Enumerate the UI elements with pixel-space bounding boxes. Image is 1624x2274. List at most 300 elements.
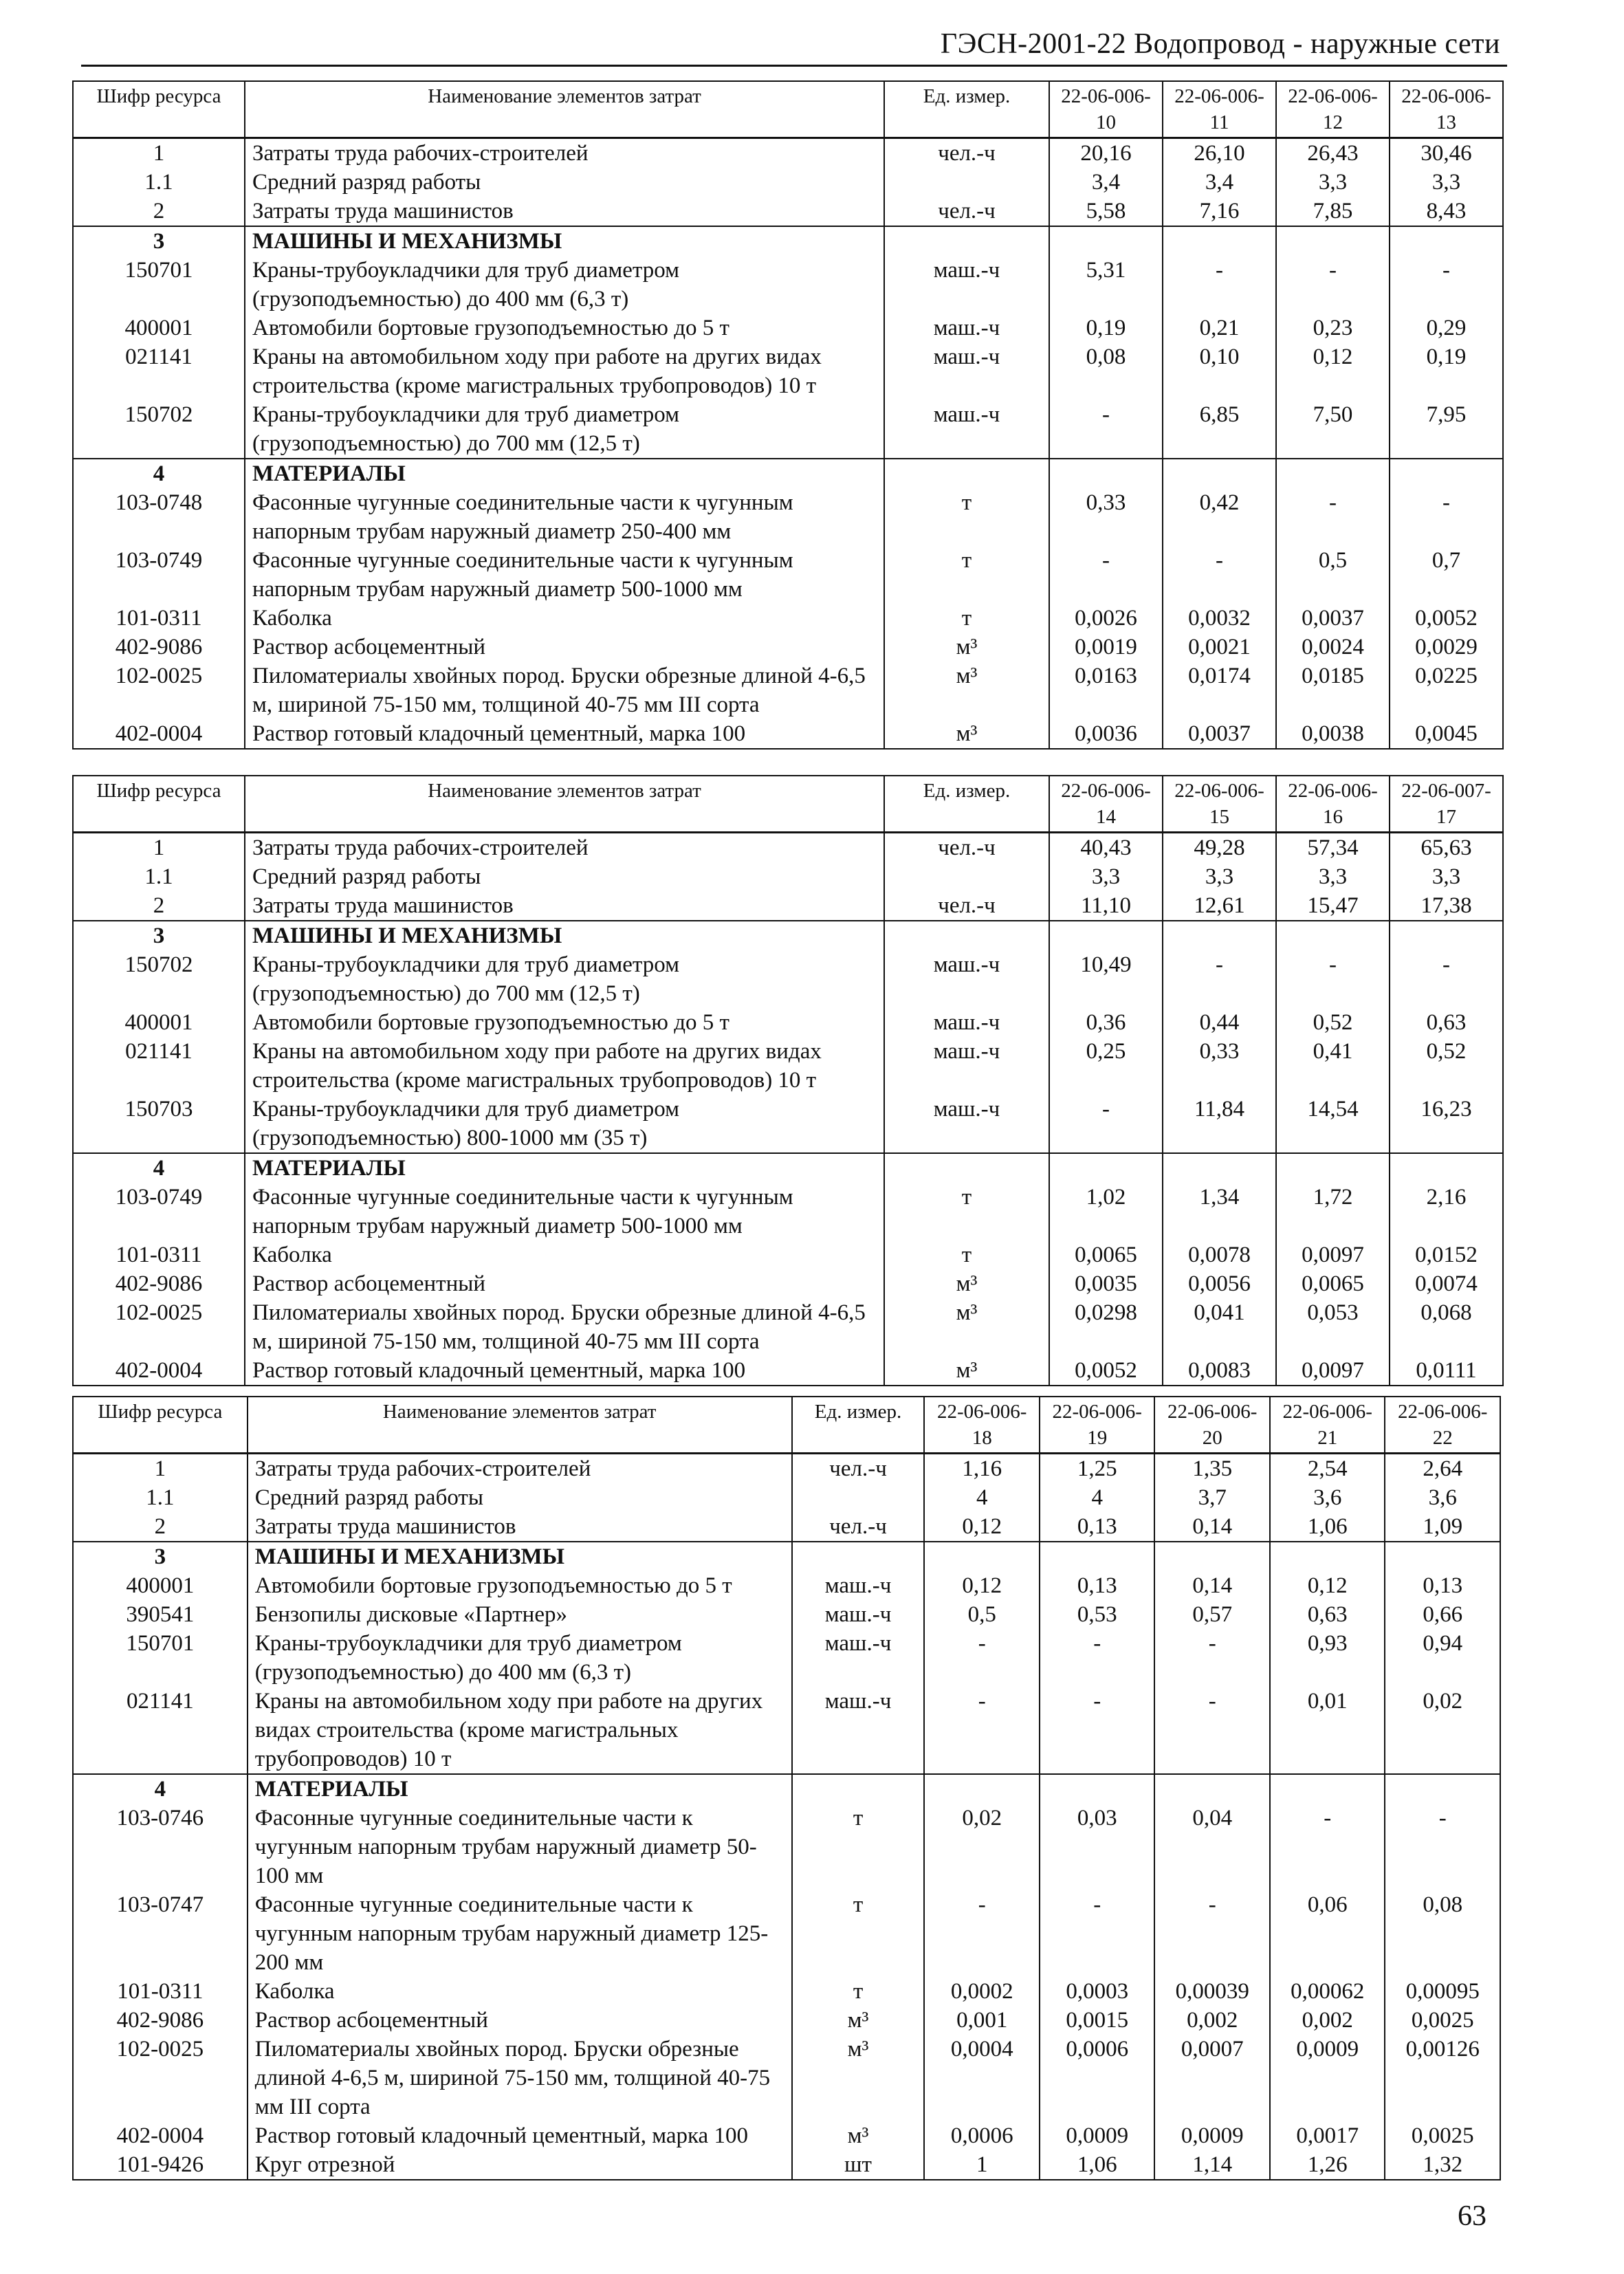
norm-value: 0,00095 — [1385, 1977, 1500, 2006]
norm-value: 26,43 — [1276, 138, 1390, 168]
resource-unit: маш.-ч — [884, 950, 1049, 1008]
table-row — [73, 546, 1503, 604]
resource-name: Средний разряд работы — [248, 1483, 792, 1512]
norm-value: 1,34 — [1163, 1183, 1276, 1240]
norm-value: 10,49 — [1049, 950, 1163, 1008]
section-row — [73, 921, 1503, 950]
table-row — [73, 488, 1503, 546]
norm-value: 0,93 — [1270, 1629, 1385, 1687]
resource-unit — [884, 459, 1049, 488]
resource-unit: маш.-ч — [884, 1037, 1049, 1095]
resource-name: Затраты труда машинистов — [245, 891, 884, 921]
header-norm-code: 22-06-006-16 — [1276, 776, 1390, 833]
table-row — [73, 719, 1503, 749]
resource-code: 103-0749 — [73, 546, 245, 604]
norm-value: - — [1276, 256, 1390, 314]
resource-name: Каболка — [245, 1240, 884, 1269]
resource-unit: т — [792, 1977, 925, 2006]
resource-code: 1 — [73, 138, 245, 168]
norm-value — [1390, 1153, 1503, 1183]
resource-code: 4 — [73, 459, 245, 488]
norm-value — [1276, 1153, 1390, 1183]
norm-value: 0,0004 — [924, 2035, 1040, 2121]
resource-name: Круг отрезной — [248, 2150, 792, 2180]
norm-value: 0,053 — [1276, 1298, 1390, 1356]
resource-code: 402-9086 — [73, 633, 245, 662]
header-norm-code: 22-06-007-17 — [1390, 776, 1503, 833]
resource-code: 1 — [73, 1454, 248, 1484]
resource-name: Бензопилы дисковые «Партнер» — [248, 1600, 792, 1629]
norm-value: 30,46 — [1390, 138, 1503, 168]
norm-value: - — [924, 1629, 1040, 1687]
norm-value: - — [1154, 1629, 1270, 1687]
norm-value — [1385, 1542, 1500, 1571]
norm-value: 0,7 — [1390, 546, 1503, 604]
norm-value: - — [1276, 950, 1390, 1008]
norm-value: 0,0065 — [1049, 1240, 1163, 1269]
resource-name: Фасонные чугунные соединительные части к чугунным напорным трубам наружный диаметр 50-100 мм — [248, 1804, 792, 1890]
norm-value: 1,06 — [1270, 1512, 1385, 1542]
norm-value — [1276, 921, 1390, 950]
norm-value: 7,95 — [1390, 400, 1503, 459]
norm-value: 0,12 — [924, 1512, 1040, 1542]
norm-value: - — [1154, 1687, 1270, 1774]
norm-value: 0,36 — [1049, 1008, 1163, 1037]
resource-unit — [884, 921, 1049, 950]
table-row — [73, 604, 1503, 633]
norm-value: 6,85 — [1163, 400, 1276, 459]
norm-value: 7,85 — [1276, 197, 1390, 226]
norm-value: 0,0097 — [1276, 1356, 1390, 1386]
table-row — [73, 197, 1503, 226]
resource-unit: маш.-ч — [884, 342, 1049, 400]
resource-name: МАШИНЫ И МЕХАНИЗМЫ — [245, 921, 884, 950]
norm-value — [1163, 459, 1276, 488]
norm-value: - — [1040, 1890, 1155, 1977]
norm-value: 1,25 — [1040, 1454, 1155, 1484]
resource-unit: чел.-ч — [792, 1512, 925, 1542]
resource-code: 1 — [73, 833, 245, 863]
norm-value — [1154, 1774, 1270, 1804]
norm-value: - — [1390, 488, 1503, 546]
table-header-row — [73, 1397, 1500, 1454]
resource-code: 103-0748 — [73, 488, 245, 546]
table-row — [73, 342, 1503, 400]
norm-value: 0,0111 — [1390, 1356, 1503, 1386]
norm-value: - — [1276, 488, 1390, 546]
resource-name: Автомобили бортовые грузоподъемностью до 5 т — [245, 1008, 884, 1037]
resource-name: МАТЕРИАЛЫ — [248, 1774, 792, 1804]
resource-code: 150703 — [73, 1095, 245, 1153]
norm-value: 40,43 — [1049, 833, 1163, 863]
norm-value: 0,0024 — [1276, 633, 1390, 662]
header-code: Шифр ресурса — [73, 81, 245, 138]
norm-value: 0,068 — [1390, 1298, 1503, 1356]
norm-value: 0,0298 — [1049, 1298, 1163, 1356]
norm-value — [1040, 1774, 1155, 1804]
norm-value: 0,41 — [1276, 1037, 1390, 1095]
header-norm-code: 22-06-006-14 — [1049, 776, 1163, 833]
resource-unit — [884, 862, 1049, 891]
norm-value — [1163, 921, 1276, 950]
resource-unit: т — [792, 1804, 925, 1890]
header-unit: Ед. измер. — [884, 81, 1049, 138]
table-row — [73, 950, 1503, 1008]
resource-name: Фасонные чугунные соединительные части к чугунным напорным трубам наружный диаметр 125-200 мм — [248, 1890, 792, 1977]
resource-name: Краны на автомобильном ходу при работе на других видах строительства (кроме магистральных трубопроводов) 10 т — [245, 342, 884, 400]
resource-name: Затраты труда рабочих-строителей — [248, 1454, 792, 1484]
norm-value: 0,0032 — [1163, 604, 1276, 633]
norm-value: 0,0045 — [1390, 719, 1503, 749]
resource-unit: м³ — [884, 662, 1049, 719]
resource-unit: маш.-ч — [884, 1095, 1049, 1153]
table-row — [73, 1629, 1500, 1687]
table-row — [73, 400, 1503, 459]
resource-name: Пиломатериалы хвойных пород. Бруски обрезные длиной 4-6,5 м, шириной 75-150 мм, толщиной 40-75 мм III сорта — [248, 2035, 792, 2121]
norm-value: - — [1040, 1629, 1155, 1687]
resource-code: 2 — [73, 1512, 248, 1542]
resource-name: Затраты труда машинистов — [248, 1512, 792, 1542]
norm-value: 0,19 — [1049, 314, 1163, 342]
header-norm-code: 22-06-006-20 — [1154, 1397, 1270, 1454]
norm-value: 5,31 — [1049, 256, 1163, 314]
norm-value: 0,0037 — [1163, 719, 1276, 749]
resource-code: 3 — [73, 226, 245, 256]
resource-unit: м³ — [884, 1269, 1049, 1298]
norm-value: 16,23 — [1390, 1095, 1503, 1153]
table-row — [73, 314, 1503, 342]
table-row — [73, 1356, 1503, 1386]
resource-name: Краны-трубоукладчики для труб диаметром (грузоподъемностью) до 700 мм (12,5 т) — [245, 400, 884, 459]
norm-value: 0,29 — [1390, 314, 1503, 342]
table-row — [73, 862, 1503, 891]
section-row — [73, 226, 1503, 256]
table-row — [73, 1600, 1500, 1629]
norm-value: 11,84 — [1163, 1095, 1276, 1153]
header-name: Наименование элементов затрат — [245, 776, 884, 833]
resource-name: Краны-трубоукладчики для труб диаметром (грузоподъемностью) до 700 мм (12,5 т) — [245, 950, 884, 1008]
header-norm-code: 22-06-006-13 — [1390, 81, 1503, 138]
norm-value: 0,63 — [1270, 1600, 1385, 1629]
table-header-row — [73, 776, 1503, 833]
norm-value: 2,54 — [1270, 1454, 1385, 1484]
resource-unit: маш.-ч — [792, 1600, 925, 1629]
norm-value: 0,0025 — [1385, 2006, 1500, 2035]
norm-value: 0,42 — [1163, 488, 1276, 546]
table-row — [73, 2035, 1500, 2121]
norm-value: 0,03 — [1040, 1804, 1155, 1890]
norm-value: 0,08 — [1049, 342, 1163, 400]
norm-value: 3,3 — [1390, 168, 1503, 197]
norm-value: 0,53 — [1040, 1600, 1155, 1629]
norm-value: 1,06 — [1040, 2150, 1155, 2180]
resource-name: Краны-трубоукладчики для труб диаметром (грузоподъемностью) до 400 мм (6,3 т) — [248, 1629, 792, 1687]
norm-value: 0,5 — [1276, 546, 1390, 604]
norm-value: 0,23 — [1276, 314, 1390, 342]
resource-code: 402-9086 — [73, 2006, 248, 2035]
norm-value: - — [1390, 950, 1503, 1008]
table-row — [73, 1095, 1503, 1153]
resource-name: Фасонные чугунные соединительные части к чугунным напорным трубам наружный диаметр 250-400 мм — [245, 488, 884, 546]
norm-value: - — [1390, 256, 1503, 314]
table-row — [73, 1008, 1503, 1037]
section-row — [73, 1153, 1503, 1183]
header-name: Наименование элементов затрат — [248, 1397, 792, 1454]
resource-code: 3 — [73, 921, 245, 950]
norm-value: 0,0225 — [1390, 662, 1503, 719]
resource-code: 103-0747 — [73, 1890, 248, 1977]
resource-name: Каболка — [245, 604, 884, 633]
norm-value: 14,54 — [1276, 1095, 1390, 1153]
resource-code: 2 — [73, 197, 245, 226]
table-row — [73, 662, 1503, 719]
norm-value: 0,52 — [1276, 1008, 1390, 1037]
norm-value: 1,72 — [1276, 1183, 1390, 1240]
norm-value: 0,0029 — [1390, 633, 1503, 662]
norm-value: 0,002 — [1270, 2006, 1385, 2035]
norm-value: 0,21 — [1163, 314, 1276, 342]
norm-value: 0,0037 — [1276, 604, 1390, 633]
norm-value: 0,14 — [1154, 1571, 1270, 1600]
resource-name: Раствор асбоцементный — [245, 633, 884, 662]
norm-value: - — [924, 1890, 1040, 1977]
norm-value — [924, 1542, 1040, 1571]
norm-value — [1049, 459, 1163, 488]
resource-code: 101-0311 — [73, 1240, 245, 1269]
resource-name: МАШИНЫ И МЕХАНИЗМЫ — [245, 226, 884, 256]
norm-value: 0,0015 — [1040, 2006, 1155, 2035]
resource-unit: т — [792, 1890, 925, 1977]
norm-value: - — [1154, 1890, 1270, 1977]
norm-value: 3,4 — [1049, 168, 1163, 197]
norm-value — [1390, 921, 1503, 950]
resource-unit: т — [884, 488, 1049, 546]
resource-unit: маш.-ч — [884, 314, 1049, 342]
norm-value: 0,0026 — [1049, 604, 1163, 633]
norm-value: 0,12 — [1270, 1571, 1385, 1600]
resource-name: МАТЕРИАЛЫ — [245, 459, 884, 488]
norm-value: 0,00062 — [1270, 1977, 1385, 2006]
resource-unit: т — [884, 1183, 1049, 1240]
norm-value: 0,0097 — [1276, 1240, 1390, 1269]
resource-code: 102-0025 — [73, 662, 245, 719]
resource-unit: чел.-ч — [884, 197, 1049, 226]
resource-code: 402-9086 — [73, 1269, 245, 1298]
resource-name: Средний разряд работы — [245, 862, 884, 891]
norm-value: 0,5 — [924, 1600, 1040, 1629]
section-row — [73, 1542, 1500, 1571]
norm-value: 0,0065 — [1276, 1269, 1390, 1298]
norm-value: 0,14 — [1154, 1512, 1270, 1542]
norm-value: 57,34 — [1276, 833, 1390, 863]
norm-value: 1,14 — [1154, 2150, 1270, 2180]
resource-code: 3 — [73, 1542, 248, 1571]
resource-unit: т — [884, 1240, 1049, 1269]
section-row — [73, 459, 1503, 488]
resource-code: 4 — [73, 1774, 248, 1804]
header-norm-code: 22-06-006-18 — [924, 1397, 1040, 1454]
resource-code: 150702 — [73, 950, 245, 1008]
resource-code: 021141 — [73, 1687, 248, 1774]
norm-value: - — [1049, 1095, 1163, 1153]
resource-unit: чел.-ч — [884, 138, 1049, 168]
header-norm-code: 22-06-006-19 — [1040, 1397, 1155, 1454]
norms-table-1 — [72, 80, 1504, 750]
resource-unit: маш.-ч — [884, 1008, 1049, 1037]
resource-code: 102-0025 — [73, 1298, 245, 1356]
resource-code: 402-0004 — [73, 2121, 248, 2150]
norm-value: 0,0002 — [924, 1977, 1040, 2006]
norm-value: 0,13 — [1040, 1571, 1155, 1600]
header-norm-code: 22-06-006-11 — [1163, 81, 1276, 138]
norm-value: 0,041 — [1163, 1298, 1276, 1356]
header-code: Шифр ресурса — [73, 776, 245, 833]
resource-unit — [884, 226, 1049, 256]
resource-unit: м³ — [884, 1298, 1049, 1356]
norm-value: 0,06 — [1270, 1890, 1385, 1977]
resource-unit: чел.-ч — [792, 1454, 925, 1484]
norm-value: - — [1049, 400, 1163, 459]
table-row — [73, 1240, 1503, 1269]
norm-value: 7,16 — [1163, 197, 1276, 226]
norm-value: 0,0009 — [1040, 2121, 1155, 2150]
norm-value: 0,63 — [1390, 1008, 1503, 1037]
table-header-row — [73, 81, 1503, 138]
norm-value: 0,0007 — [1154, 2035, 1270, 2121]
norm-value: 3,3 — [1276, 168, 1390, 197]
norms-table-3 — [72, 1396, 1501, 2180]
table-row — [73, 2006, 1500, 2035]
resource-name: Раствор асбоцементный — [245, 1269, 884, 1298]
resource-unit — [792, 1483, 925, 1512]
header-divider — [81, 65, 1507, 67]
norm-value: 3,6 — [1270, 1483, 1385, 1512]
norm-value: 0,0021 — [1163, 633, 1276, 662]
resource-unit: м³ — [884, 1356, 1049, 1386]
norm-value: 0,0009 — [1270, 2035, 1385, 2121]
resource-name: Средний разряд работы — [245, 168, 884, 197]
norm-value: 0,57 — [1154, 1600, 1270, 1629]
norm-value: 1,35 — [1154, 1454, 1270, 1484]
header-norm-code: 22-06-006-21 — [1270, 1397, 1385, 1454]
norm-value: 0,44 — [1163, 1008, 1276, 1037]
resource-name: МАТЕРИАЛЫ — [245, 1153, 884, 1183]
header-norm-code: 22-06-006-15 — [1163, 776, 1276, 833]
resource-unit: м³ — [792, 2006, 925, 2035]
resource-code: 150701 — [73, 256, 245, 314]
norm-value: - — [1270, 1804, 1385, 1890]
norm-value: 0,0052 — [1049, 1356, 1163, 1386]
norm-value: 0,13 — [1040, 1512, 1155, 1542]
resource-code: 1.1 — [73, 168, 245, 197]
header-code: Шифр ресурса — [73, 1397, 248, 1454]
resource-code: 390541 — [73, 1600, 248, 1629]
norm-value: 8,43 — [1390, 197, 1503, 226]
norm-value: 0,0163 — [1049, 662, 1163, 719]
resource-unit — [884, 1153, 1049, 1183]
norm-value: 1,02 — [1049, 1183, 1163, 1240]
norm-value: 0,02 — [1385, 1687, 1500, 1774]
norm-value — [1390, 459, 1503, 488]
table-row — [73, 2150, 1500, 2180]
table-row — [73, 1454, 1500, 1484]
table-row — [73, 1512, 1500, 1542]
resource-code: 101-9426 — [73, 2150, 248, 2180]
norm-value: 4 — [1040, 1483, 1155, 1512]
norm-value: 0,0017 — [1270, 2121, 1385, 2150]
resource-name: Автомобили бортовые грузоподъемностью до 5 т — [248, 1571, 792, 1600]
norm-value: 0,002 — [1154, 2006, 1270, 2035]
resource-unit: чел.-ч — [884, 891, 1049, 921]
table-row — [73, 1183, 1503, 1240]
resource-unit: маш.-ч — [792, 1687, 925, 1774]
table-row — [73, 1687, 1500, 1774]
resource-code: 4 — [73, 1153, 245, 1183]
norm-value — [1163, 226, 1276, 256]
norm-value — [1276, 459, 1390, 488]
resource-unit: шт — [792, 2150, 925, 2180]
resource-code: 400001 — [73, 1571, 248, 1600]
norm-value: 26,10 — [1163, 138, 1276, 168]
norm-value: 1,09 — [1385, 1512, 1500, 1542]
resource-unit: м³ — [792, 2121, 925, 2150]
norm-value: 49,28 — [1163, 833, 1276, 863]
norm-value — [1040, 1542, 1155, 1571]
norm-value: 3,4 — [1163, 168, 1276, 197]
header-norm-code: 22-06-006-10 — [1049, 81, 1163, 138]
norm-value: 0,13 — [1385, 1571, 1500, 1600]
norm-value: 1,26 — [1270, 2150, 1385, 2180]
norm-value: 0,0074 — [1390, 1269, 1503, 1298]
norm-value: 3,6 — [1385, 1483, 1500, 1512]
norm-value — [1049, 226, 1163, 256]
norm-value: 0,001 — [924, 2006, 1040, 2035]
resource-name: Фасонные чугунные соединительные части к чугунным напорным трубам наружный диаметр 500-1000 мм — [245, 1183, 884, 1240]
table-row — [73, 1571, 1500, 1600]
resource-code: 102-0025 — [73, 2035, 248, 2121]
norm-value: 0,0185 — [1276, 662, 1390, 719]
resource-unit — [884, 168, 1049, 197]
norm-value: 17,38 — [1390, 891, 1503, 921]
norm-value: - — [1040, 1687, 1155, 1774]
norm-value: 3,3 — [1163, 862, 1276, 891]
norm-value: 0,33 — [1049, 488, 1163, 546]
table-row — [73, 1483, 1500, 1512]
table-row — [73, 256, 1503, 314]
table-row — [73, 1037, 1503, 1095]
norm-value: 0,19 — [1390, 342, 1503, 400]
resource-name: Раствор готовый кладочный цементный, марка 100 — [245, 719, 884, 749]
norm-value: 0,12 — [924, 1571, 1040, 1600]
norm-value: 4 — [924, 1483, 1040, 1512]
table-row — [73, 1269, 1503, 1298]
norm-value: 1,16 — [924, 1454, 1040, 1484]
norm-value: 0,0025 — [1385, 2121, 1500, 2150]
page-header-title: ГЭСН-2001-22 Водопровод - наружные сети — [940, 28, 1500, 60]
table-row — [73, 633, 1503, 662]
resource-name: МАШИНЫ И МЕХАНИЗМЫ — [248, 1542, 792, 1571]
norm-value: 7,50 — [1276, 400, 1390, 459]
norm-value: 0,0052 — [1390, 604, 1503, 633]
norm-value: 5,58 — [1049, 197, 1163, 226]
norm-value — [1385, 1774, 1500, 1804]
resource-name: Фасонные чугунные соединительные части к чугунным напорным трубам наружный диаметр 500-1000 мм — [245, 546, 884, 604]
resource-name: Краны на автомобильном ходу при работе на других видах строительства (кроме магистральных трубопроводов) 10 т — [248, 1687, 792, 1774]
resource-name: Краны на автомобильном ходу при работе на других видах строительства (кроме магистральных трубопроводов) 10 т — [245, 1037, 884, 1095]
norm-value: 0,0152 — [1390, 1240, 1503, 1269]
norm-value: 0,02 — [924, 1804, 1040, 1890]
resource-code: 150702 — [73, 400, 245, 459]
